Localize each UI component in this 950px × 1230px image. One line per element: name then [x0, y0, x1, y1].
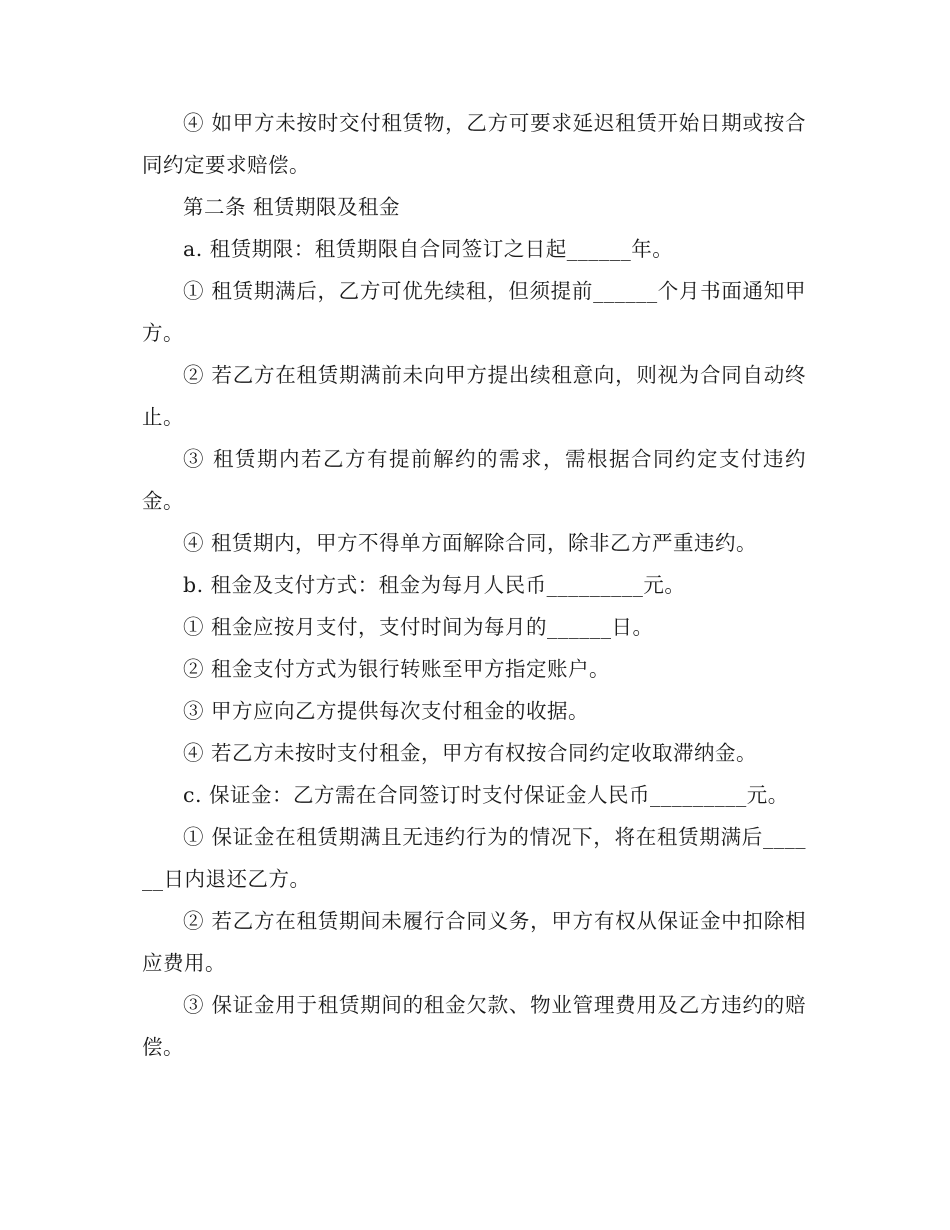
clause-a-item-1: ① 租赁期满后，乙方可优先续租，但须提前______个月书面通知甲方。: [142, 279, 806, 345]
clause-b-rent: b. 租金及支付方式：租金为每月人民币_________元。: [183, 573, 686, 597]
clause-b-item-1: ① 租金应按月支付，支付时间为每月的______日。: [183, 615, 654, 639]
clause-b-item-2: ② 租金支付方式为银行转账至甲方指定账户。: [183, 657, 611, 681]
clause-a-lease-term: a. 租赁期限：租赁期限自合同签订之日起______年。: [183, 237, 674, 261]
clause-a-item-2: ② 若乙方在租赁期满前未向甲方提出续租意向，则视为合同自动终止。: [142, 363, 806, 429]
article-heading-2: 第二条 租赁期限及租金: [183, 195, 401, 219]
clause-item-4-delivery: ④ 如甲方未按时交付租赁物，乙方可要求延迟租赁开始日期或按合同约定要求赔偿。: [142, 111, 806, 177]
clause-c-item-2: ② 若乙方在租赁期间未履行合同义务，甲方有权从保证金中扣除相应费用。: [142, 909, 806, 975]
clause-a-item-3: ③ 租赁期内若乙方有提前解约的需求，需根据合同约定支付违约金。: [142, 447, 806, 513]
clause-b-item-3: ③ 甲方应向乙方提供每次支付租金的收据。: [183, 699, 590, 723]
clause-c-item-1: ① 保证金在租赁期满且无违约行为的情况下，将在租赁期满后______日内退还乙方。: [142, 825, 806, 891]
clause-c-item-3: ③ 保证金用于租赁期间的租金欠款、物业管理费用及乙方违约的赔偿。: [142, 993, 806, 1059]
clause-a-item-4: ④ 租赁期内，甲方不得单方面解除合同，除非乙方严重违约。: [183, 531, 758, 555]
clause-b-item-4: ④ 若乙方未按时支付租金，甲方有权按合同约定收取滞纳金。: [183, 741, 758, 765]
clause-c-deposit: c. 保证金：乙方需在合同签订时支付保证金人民币_________元。: [183, 783, 789, 807]
document-body: [142, 102, 806, 1068]
